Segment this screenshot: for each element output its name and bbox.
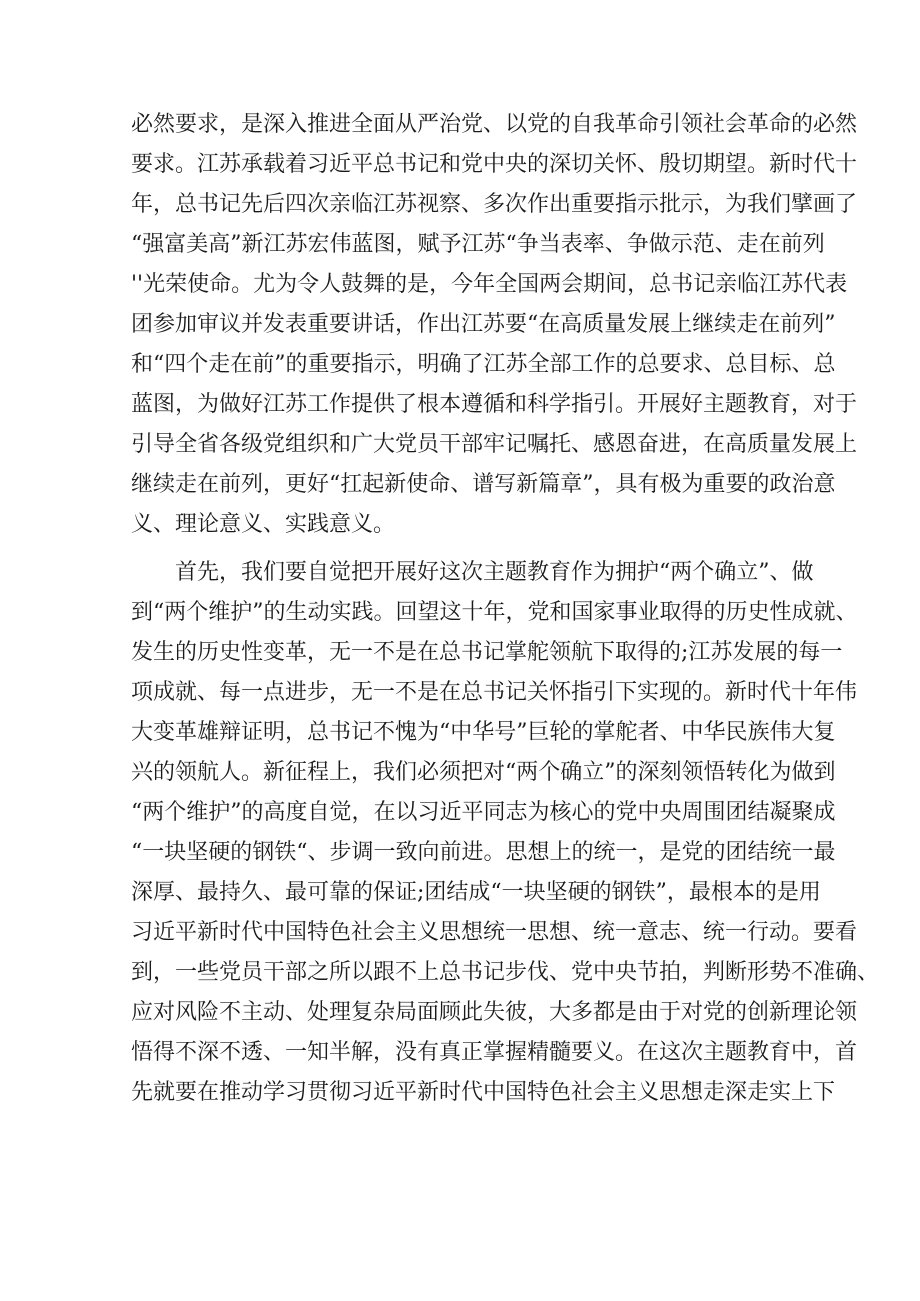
text-line: 到“两个维护”的生动实践。回望这十年，党和国家事业取得的历史性成就、 [131,600,858,625]
paragraph-1 [131,105,858,545]
text-line: 引导全省各级党组织和广大党员干部牢记嘱托、感恩奋进，在高质量发展上 [131,432,858,457]
text-line: 年，总书记先后四次亲临江苏视察、多次作出重要指示批示，为我们擘画了 [131,192,858,217]
document-body [131,105,880,1113]
text-line: 要求。江苏承载着习近平总书记和党中央的深切关怀、殷切期望。新时代十 [131,152,858,177]
text-line: “强富美高”新江苏宏伟蓝图，赋予江苏“争当表率、争做示范、走在前列 [131,232,825,257]
text-line: 大变革雄辩证明，总书记不愧为“中华号”巨轮的掌舵者、中华民族伟大复 [131,720,836,745]
text-line: 继续走在前列，更好“扛起新使命、谱写新篇章”，具有极为重要的政治意 [131,472,836,497]
text-line: 必然要求，是深入推进全面从严治党、以党的自我革命引领社会革命的必然 [131,112,858,137]
paragraph-gap [131,545,801,553]
text-line: 义、理论意义、实践意义。 [131,512,396,537]
text-line: ''光荣使命。尤为令人鼓舞的是，今年全国两会期间，总书记亲临江苏代表 [131,272,848,297]
text-line: 和“四个走在前”的重要指示，明确了江苏全部工作的总要求、总目标、总 [131,352,836,377]
paragraph-2 [131,553,880,1113]
text-line: 项成就、每一点进步，无一不是在总书记关怀指引下实现的。新时代十年伟 [131,680,858,705]
text-line: 团参加审议并发表重要讲话，作出江苏要“在高质量发展上继续走在前列” [131,312,836,337]
text-line: 悟得不深不透、一知半解，没有真正掌握精髓要义。在这次主题教育中，首 [131,1040,858,1065]
text-line: 到，一些党员干部之所以跟不上总书记步伐、党中央节拍，判断形势不准确、 [131,960,880,985]
text-line: “两个维护”的高度自觉，在以习近平同志为核心的党中央周围团结凝聚成 [131,800,836,825]
text-line: 深厚、最持久、最可靠的保证;团结成“一块坚硬的钢铁”，最根本的是用 [131,880,821,905]
text-line: 发生的历史性变革，无一不是在总书记掌舵领航下取得的;江苏发展的每一 [131,640,843,665]
text-line: 应对风险不主动、处理复杂局面顾此失彼，大多都是由于对党的创新理论领 [131,1000,858,1025]
text-line: 习近平新时代中国特色社会主义思想统一思想、统一意志、统一行动。要看 [131,920,858,945]
text-line: 兴的领航人。新征程上，我们必须把对“两个确立”的深刻领悟转化为做到 [131,760,836,785]
text-line: 首先，我们要自觉把开展好这次主题教育作为拥护“两个确立”、做 [175,560,814,585]
text-line: 先就要在推动学习贯彻习近平新时代中国特色社会主义思想走深走实上下 [131,1080,836,1105]
text-line: 蓝图，为做好江苏工作提供了根本遵循和科学指引。开展好主题教育，对于 [131,392,858,417]
text-line: “一块坚硬的钢铁“、步调一致向前进。思想上的统一，是党的团结统一最 [131,840,836,865]
